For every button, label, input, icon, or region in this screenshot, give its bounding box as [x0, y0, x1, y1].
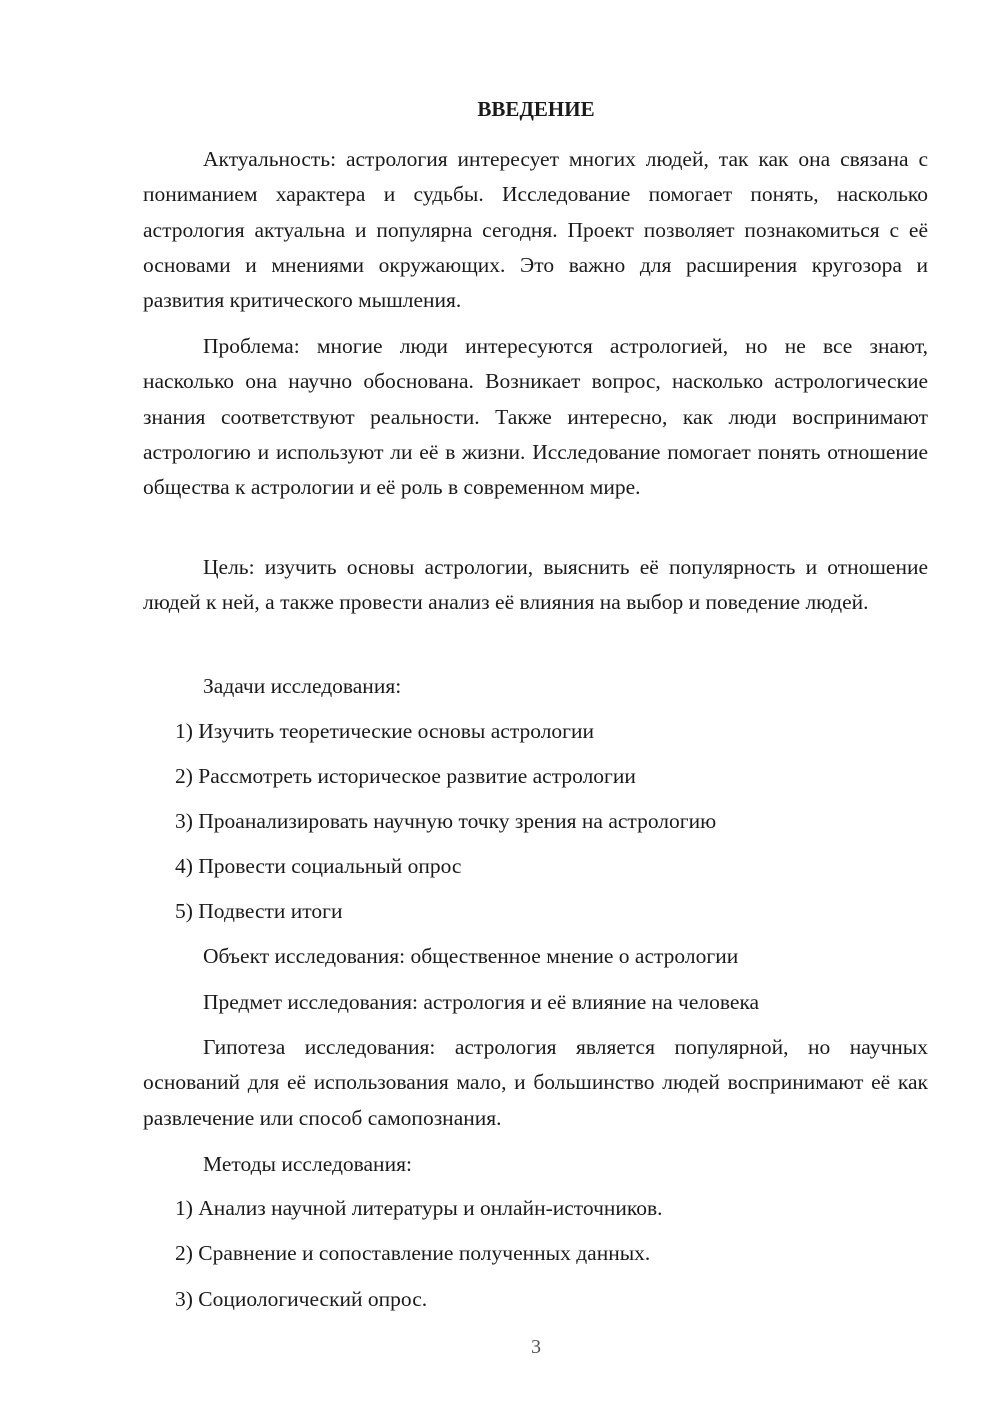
task-item: 2) Рассмотреть историческое развитие астрологии — [175, 764, 636, 788]
research-object: Объект исследования: общественное мнение о астрологии — [203, 944, 739, 968]
task-item: 5) Подвести итоги — [175, 899, 343, 923]
task-item: 3) Проанализировать научную точку зрения на астрологию — [175, 809, 717, 833]
problem-paragraph: Проблема: многие люди интересуются астрологией, но не все знают, насколько она научно обоснована. Возникает вопрос, насколько астрологические знания соответствуют реальности. Также интересно, как люди воспринимают астрологию и используют ли её в жизни. Исследование помогает понять отношение общества к астрологии и её роль в современном мире. — [143, 334, 928, 500]
task-item: 1) Изучить теоретические основы астрологии — [175, 719, 595, 743]
method-item: 3) Социологический опрос. — [175, 1287, 428, 1311]
method-item: 1) Анализ научной литературы и онлайн-источников. — [175, 1196, 663, 1220]
section-title: ВВЕДЕНИЕ — [477, 97, 595, 121]
methods-heading: Методы исследования: — [203, 1152, 412, 1176]
tasks-heading: Задачи исследования: — [203, 674, 402, 698]
method-item: 2) Сравнение и сопоставление полученных данных. — [175, 1241, 651, 1265]
hypothesis-paragraph: Гипотеза исследования: астрология является популярной, но научных оснований для её использования мало, и большинство людей воспринимают её как развлечение или способ самопознания. — [143, 1035, 928, 1130]
actuality-paragraph: Актуальность: астрология интересует многих людей, так как она связана с пониманием характера и судьбы. Исследование помогает понять, насколько астрология актуальна и популярна сегодня. Проект позволяет познакомиться с её основами и мнениями окружающих. Это важно для расширения кругозора и развития критического мышления. — [143, 147, 928, 313]
task-item: 4) Провести социальный опрос — [175, 854, 462, 878]
research-subject: Предмет исследования: астрология и её влияние на человека — [203, 990, 760, 1014]
page-number: 3 — [531, 1336, 541, 1358]
goal-paragraph: Цель: изучить основы астрологии, выяснить её популярность и отношение людей к ней, а также провести анализ её влияния на выбор и поведение людей. — [143, 555, 928, 615]
